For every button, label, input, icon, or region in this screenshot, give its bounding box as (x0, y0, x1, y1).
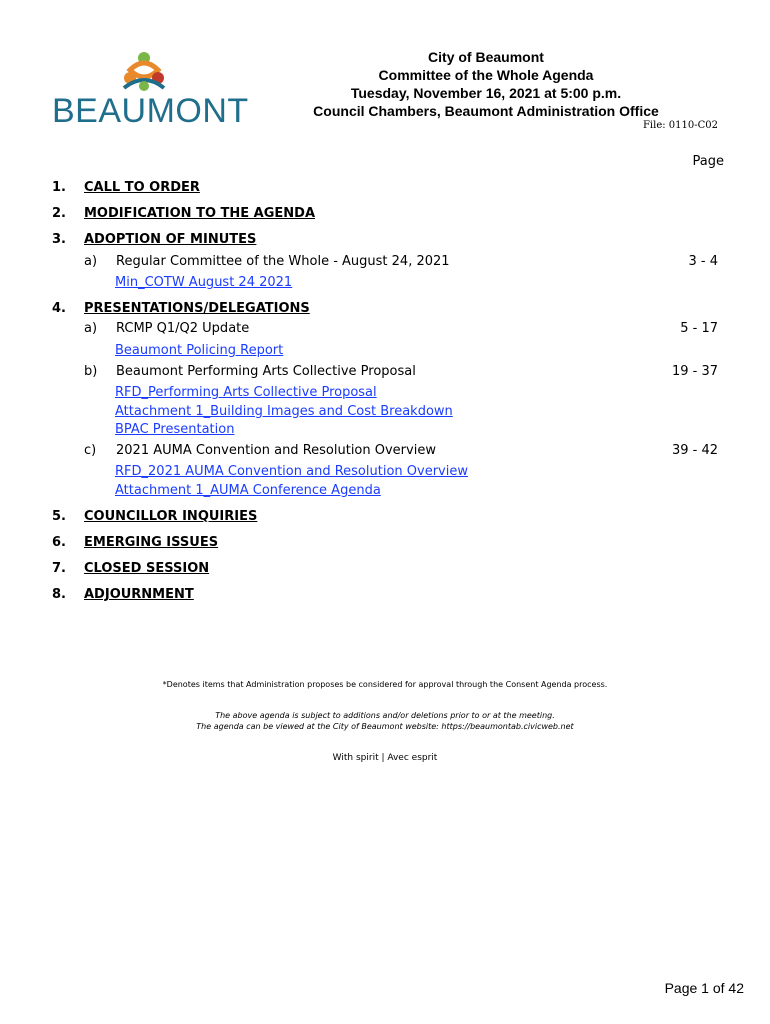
page-range: 19 - 37 (671, 364, 718, 379)
header-location: Council Chambers, Beaumont Administration Office (313, 103, 659, 119)
consent-agenda-note: *Denotes items that Administration proposes be considered for approval through the Consent Agenda process. (162, 680, 608, 689)
sub-item-text: 2021 AUMA Convention and Resolution Overview (116, 443, 436, 458)
page-range: 39 - 42 (671, 443, 718, 458)
agenda-header (300, 48, 672, 120)
item-number: 2. (52, 206, 66, 221)
attachment-link[interactable]: BPAC Presentation (115, 422, 235, 437)
beaumont-logo (52, 48, 249, 132)
page-column-heading: Page (692, 154, 724, 169)
sub-item-letter: b) (84, 364, 98, 379)
item-number: 8. (52, 587, 66, 602)
sub-item-letter: c) (84, 443, 97, 458)
item-title: EMERGING ISSUES (84, 535, 219, 550)
attachment-link[interactable]: Attachment 1_Building Images and Cost Breakdown (115, 404, 453, 419)
logo-wordmark: BEAUMONT (52, 92, 249, 130)
disclaimer-line-2: The agenda can be viewed at the City of Beaumont website: https://beaumontab.civicweb.net (196, 722, 574, 731)
page-range: 5 - 17 (680, 321, 718, 336)
item-number: 4. (52, 301, 66, 316)
disclaimer-line-1: The above agenda is subject to additions and/or deletions prior to or at the meeting. (215, 711, 555, 720)
sub-item-letter: a) (84, 254, 98, 269)
item-title: CLOSED SESSION (84, 561, 210, 576)
attachment-link[interactable]: Attachment 1_AUMA Conference Agenda (115, 483, 381, 498)
attachment-link[interactable]: Min_COTW August 24 2021 (115, 275, 293, 290)
header-city: City of Beaumont (428, 49, 544, 65)
item-title: ADOPTION OF MINUTES (84, 232, 257, 247)
sub-item-text: RCMP Q1/Q2 Update (116, 321, 250, 336)
logo-emblem-icon (52, 48, 244, 98)
item-title: PRESENTATIONS/DELEGATIONS (84, 301, 310, 316)
item-title: ADJOURNMENT (84, 587, 194, 602)
attachment-link[interactable]: RFD_Performing Arts Collective Proposal (115, 385, 377, 400)
item-number: 3. (52, 232, 66, 247)
page-indicator: Page 1 of 42 (664, 980, 744, 996)
item-number: 7. (52, 561, 66, 576)
item-number: 5. (52, 509, 66, 524)
item-title: COUNCILLOR INQUIRIES (84, 509, 258, 524)
item-title: CALL TO ORDER (84, 180, 200, 195)
item-title: MODIFICATION TO THE AGENDA (84, 206, 316, 221)
motto: With spirit | Avec esprit (332, 753, 438, 763)
sub-item-text: Regular Committee of the Whole - August 24, 2021 (116, 254, 450, 269)
sub-item-text: Beaumont Performing Arts Collective Proposal (116, 364, 416, 379)
header-committee: Committee of the Whole Agenda (378, 67, 594, 83)
sub-item-letter: a) (84, 321, 98, 336)
file-reference: File: 0110-C02 (642, 120, 718, 131)
header-date: Tuesday, November 16, 2021 at 5:00 p.m. (350, 85, 622, 101)
attachment-link[interactable]: RFD_2021 AUMA Convention and Resolution Overview (115, 464, 468, 479)
item-number: 1. (52, 180, 66, 195)
attachment-link[interactable]: Beaumont Policing Report (115, 343, 284, 358)
item-number: 6. (52, 535, 66, 550)
page-range: 3 - 4 (688, 254, 718, 269)
